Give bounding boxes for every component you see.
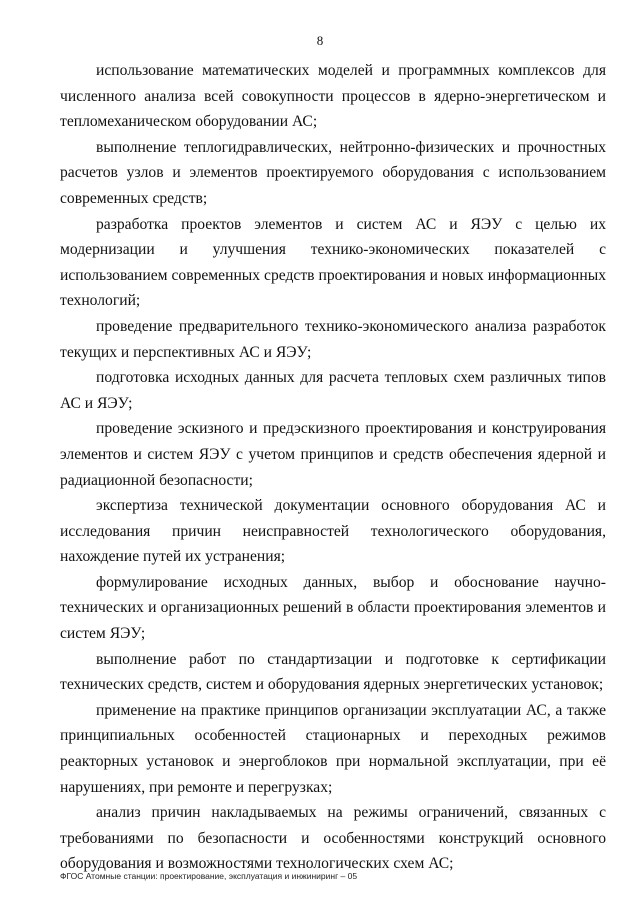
paragraph-6: проведение эскизного и предэскизного проектирования и конструирования элементов и систем ЯЭУ с учетом принципов и средств обеспечения ядерной и радиационной безопасности; [60, 420, 606, 489]
paragraph-5: подготовка исходных данных для расчета тепловых схем различных типов АС и ЯЭУ; [60, 369, 606, 412]
body-text [60, 58, 606, 877]
page-footer: ФГОС Атомные станции: проектирование, эксплуатация и инжиниринг – 05 [60, 871, 358, 881]
paragraph-10: применение на практике принципов организации эксплуатации АС, а также принципиальных особенностей стационарных и переходных режимов реакторных установок и энергоблоков при нормальной эксплуатации, при её нарушениях, при ремонте и перегрузках; [60, 701, 606, 796]
paragraph-9: выполнение работ по стандартизации и подготовке к сертификации технических средств, систем и оборудования ядерных энергетических установок; [60, 650, 606, 694]
paragraph-7: экспертиза технической документации основного оборудования АС и исследования причин неисправностей технологического оборудования, нахождение путей их устранения; [60, 497, 606, 566]
paragraph-8: формулирование исходных данных, выбор и обоснование научно-технических и организационных решений в области проектирования элементов и систем ЯЭУ; [60, 573, 606, 643]
paragraph-2: выполнение теплогидравлических, нейтронно-физических и прочностных расчетов узлов и элементов проектируемого оборудования с использованием современных средств; [60, 138, 606, 207]
paragraph-4: проведение предварительного технико-экономического анализа разработок текущих и перспективных АС и ЯЭУ; [60, 317, 606, 361]
page-number: 8 [316, 33, 324, 48]
paragraph-1: использование математических моделей и программных комплексов для численного анализа всей совокупности процессов в ядерно-энергетическом и тепломеханическом оборудовании АС; [60, 62, 606, 131]
paragraph-11: анализ причин накладываемых на режимы ограничений, связанных с требованиями по безопасности и особенностями конструкций основного оборудования и возможностями технологических схем АС; [60, 804, 606, 873]
paragraph-3: разработка проектов элементов и систем АС и ЯЭУ с целью их модернизации и улучшения технико-экономических показателей с использованием современных средств проектирования и новых информационных технологий; [60, 215, 606, 310]
